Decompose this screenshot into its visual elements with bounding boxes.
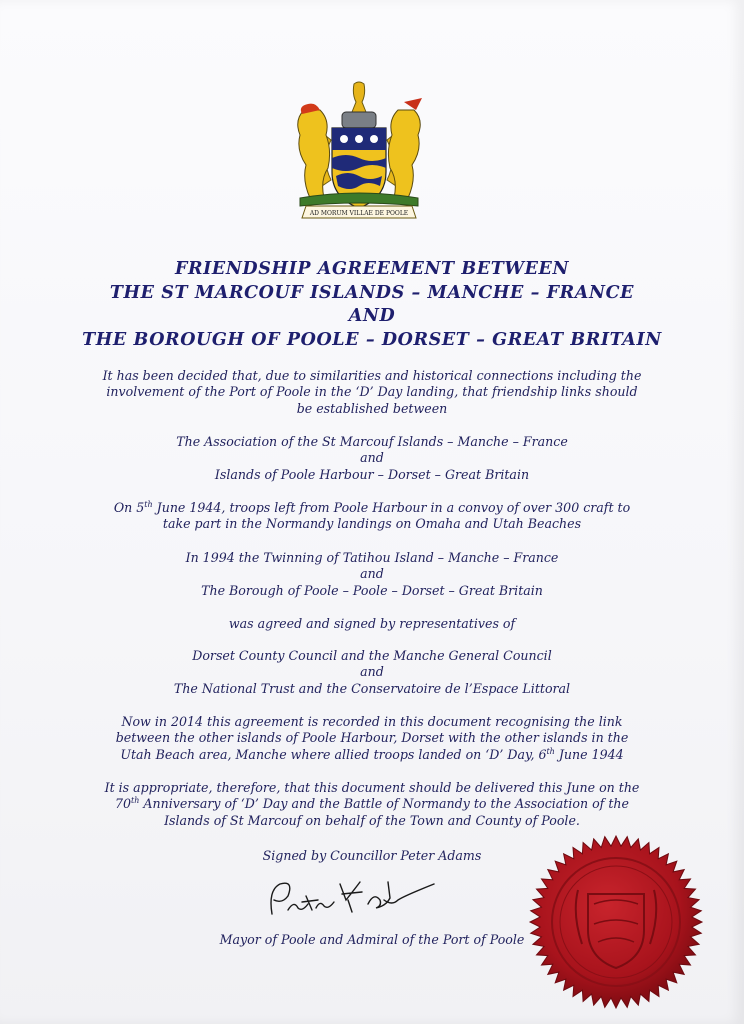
text-fragment: June 1944, troops left from Poole Harbour in a convoy of over 300 craft to <box>152 500 631 515</box>
handwritten-signature <box>258 870 438 922</box>
text-fragment: Utah Beach area, Manche where allied troops landed on ‘D’ Day, 6 <box>120 746 547 762</box>
text-line: be established between <box>296 400 448 416</box>
crest-motto: AD MORUM VILLAE DE POOLE <box>309 210 409 217</box>
councils-paragraph <box>60 648 684 697</box>
text-line: It is appropriate, therefore, that this document should be delivered this June on the <box>104 780 640 795</box>
text-line <box>60 747 684 763</box>
text-line: Signed by Councillor Peter Adams <box>262 848 482 863</box>
text-line: was agreed and signed by representatives of <box>228 616 516 631</box>
agreed-paragraph <box>60 616 684 632</box>
text-line: Islands of Poole Harbour – Dorset – Great Britain <box>214 466 530 482</box>
document-title <box>40 258 704 352</box>
text-line <box>60 500 684 516</box>
agreement-2014-paragraph <box>60 714 684 763</box>
ordinal-suffix: th <box>144 499 153 509</box>
title-line: THE ST MARCOUF ISLANDS – MANCHE – FRANCE <box>109 282 635 303</box>
text-line <box>60 796 684 812</box>
text-line: Islands of St Marcouf on behalf of the Town and County of Poole. <box>164 812 580 828</box>
text-line: The National Trust and the Conservatoire de l’Espace Littoral <box>173 680 571 696</box>
title-line: THE BOROUGH OF POOLE – DORSET – GREAT BRITAIN <box>82 329 662 350</box>
text-line: between the other islands of Poole Harbour, Dorset with the other islands in the <box>115 730 629 746</box>
wax-seal <box>528 834 704 1010</box>
text-line: It has been decided that, due to similarities and historical connections including the <box>102 368 642 383</box>
title-line: FRIENDSHIP AGREEMENT BETWEEN <box>174 259 570 279</box>
text-line: take part in the Normandy landings on Omaha and Utah Beaches <box>162 516 582 532</box>
text-line: The Association of the St Marcouf Islands – Manche – France <box>176 434 568 449</box>
ordinal-suffix: th <box>131 796 140 806</box>
text-line: The Borough of Poole – Poole – Dorset – Great Britain <box>201 582 543 598</box>
parties-paragraph <box>60 434 684 483</box>
intro-paragraph <box>60 368 684 417</box>
june-1944-paragraph <box>60 500 684 533</box>
text-fragment: June 1944 <box>554 746 624 762</box>
delivery-paragraph <box>60 780 684 829</box>
text-line: and <box>360 566 384 582</box>
ordinal-suffix: th <box>546 746 555 756</box>
text-line: Dorset County Council and the Manche General Council <box>192 648 552 663</box>
text-line: involvement of the Port of Poole in the ‘D’ Day landing, that friendship links should <box>106 384 638 400</box>
poole-coat-of-arms <box>286 80 432 226</box>
title-line: AND <box>348 306 396 326</box>
text-fragment: On 5 <box>113 500 145 515</box>
text-fragment: Anniversary of ‘D’ Day and the Battle of Normandy to the Association of the <box>139 796 629 812</box>
text-line: and <box>360 450 384 466</box>
text-line: Now in 2014 this agreement is recorded in this document recognising the link <box>121 714 623 729</box>
text-line: and <box>360 664 384 680</box>
text-line: Mayor of Poole and Admiral of the Port of Poole <box>219 932 525 947</box>
twinning-paragraph <box>60 550 684 599</box>
text-fragment: 70 <box>115 796 132 812</box>
text-line: In 1994 the Twinning of Tatihou Island – Manche – France <box>185 550 559 565</box>
